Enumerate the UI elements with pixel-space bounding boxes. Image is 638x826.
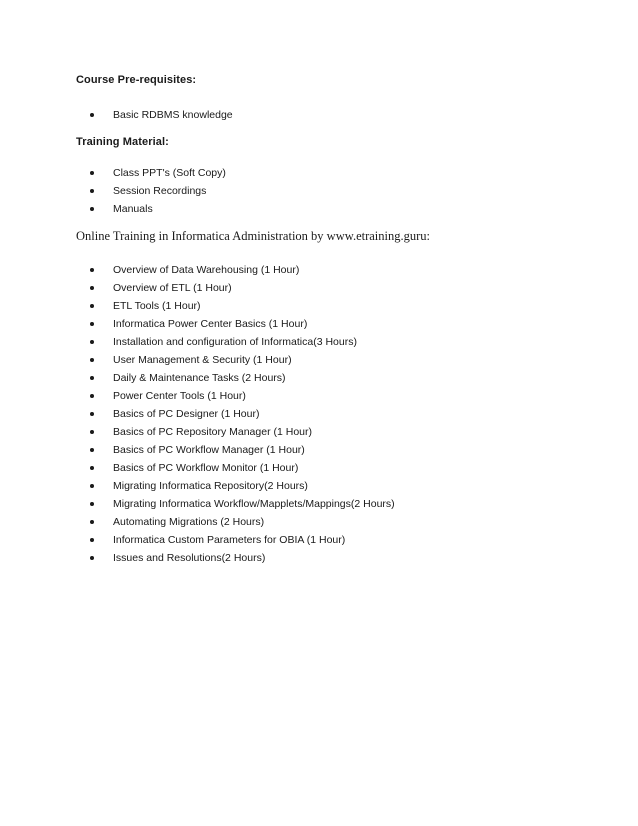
bullet-icon — [90, 430, 94, 434]
document-page: Course Pre-requisites: Basic RDBMS knowledge Training Material: Class PPT's (Soft Copy) Session Recordings Manuals Online Training in Informatica Administration by www.etraining.guru: Overview of Data Warehousing (1 Hour) Overview of ETL (1 Hour) ETL Tools (1 Hour) Informatica Power Center Basics (1 Hour) Installation and configuration of Informatica(3 Hours) User Management & Security (1 Hour) Daily & Maintenance Tasks (2 Hours) Power Center Tools (1 Hour) Basics of PC Designer (1 Hour) Basics of PC Repository Manager (1 Hour) Basics of PC Workflow Manager (1 Hour) Basics of PC Workflow Monitor (1 Hour) Migrating Informatica Repository(2 Hours) Migrating Informatica Workflow/Mapplets/Mappings(2 Hours) Automating Migrations (2 Hours) Informatica Custom Parameters for OBIA (1 Hour) Issues and Resolutions(2 Hours) — [76, 74, 431, 564]
bullet-icon — [90, 171, 94, 175]
bullet-icon — [90, 466, 94, 470]
bullet-icon — [90, 412, 94, 416]
bullet-icon — [90, 304, 94, 308]
bullet-icon — [90, 340, 94, 344]
bullet-icon — [90, 207, 94, 211]
bullet-icon — [90, 538, 94, 542]
training-material-heading: Training Material: — [76, 136, 169, 148]
online-training-heading: Online Training in Informatica Administration by www.etraining.guru: — [76, 229, 431, 243]
bullet-icon — [90, 376, 94, 380]
prerequisites-heading: Course Pre-requisites: — [76, 74, 197, 86]
bullet-icon — [90, 268, 94, 272]
bullet-icon — [90, 484, 94, 488]
bullet-icon — [90, 448, 94, 452]
bullet-icon — [90, 556, 94, 560]
bullet-icon — [90, 502, 94, 506]
bullet-icon — [90, 322, 94, 326]
bullet-icon — [90, 286, 94, 290]
bullet-icon — [90, 394, 94, 398]
bullet-icon — [90, 520, 94, 524]
bullet-icon — [90, 189, 94, 193]
bullet-icon — [90, 113, 94, 117]
bullet-icon — [90, 358, 94, 362]
